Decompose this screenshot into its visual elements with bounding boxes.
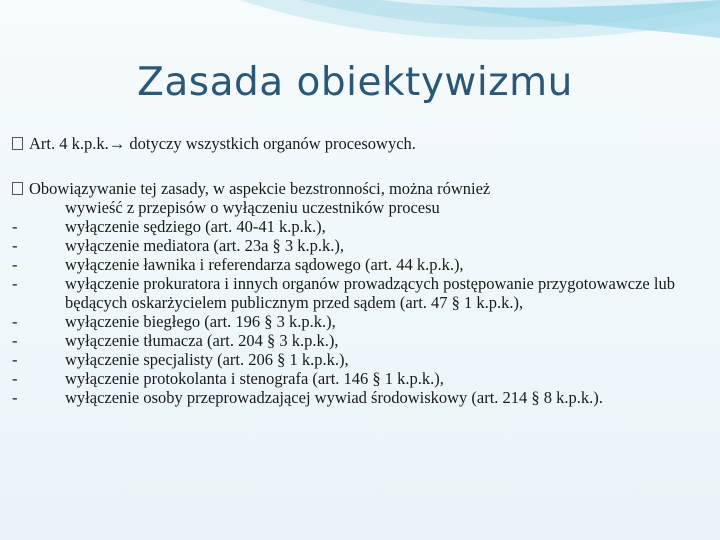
bullet-2 bbox=[12, 179, 702, 198]
bullet-text: Art. 4 k.p.k.→ dotyczy wszystkich organów procesowych. bbox=[29, 134, 416, 153]
list-item bbox=[12, 255, 702, 274]
list-item-text: wyłączenie prokuratora i innych organów prowadzących postępowanie przygotowawcze lub będących oskarżycielem publicznym przed sądem (art. 47 § 1 k.p.k.), bbox=[65, 274, 675, 312]
list-item bbox=[12, 236, 702, 255]
list-item-text: wyłączenie tłumacza (art. 204 § 3 k.p.k.), bbox=[65, 331, 339, 350]
list-item-text: wyłączenie mediatora (art. 23a § 3 k.p.k.), bbox=[65, 236, 345, 255]
bullet-text: Obowiązywanie tej zasady, w aspekcie bezstronności, można również bbox=[29, 179, 491, 198]
square-bullet-icon bbox=[12, 182, 23, 195]
list-item-text: wyłączenie biegłego (art. 196 § 3 k.p.k.), bbox=[65, 312, 336, 331]
list-item bbox=[12, 312, 702, 331]
slide-content bbox=[12, 134, 702, 407]
bullet-continuation: wywieść z przepisów o wyłączeniu uczestników procesu bbox=[65, 198, 440, 217]
dash-marker: - bbox=[12, 350, 18, 369]
list-item bbox=[12, 217, 702, 236]
dash-marker: - bbox=[12, 236, 18, 255]
dash-marker: - bbox=[12, 217, 18, 236]
dash-marker: - bbox=[12, 369, 18, 388]
list-item bbox=[12, 388, 702, 407]
slide-title: Zasada obiektywizmu bbox=[137, 60, 573, 105]
list-item bbox=[12, 369, 702, 388]
square-bullet-icon bbox=[12, 137, 23, 150]
dash-marker: - bbox=[12, 274, 18, 293]
list-item bbox=[12, 274, 702, 312]
list-item-text: wyłączenie specjalisty (art. 206 § 1 k.p.k.), bbox=[65, 350, 349, 369]
list-item-text: wyłączenie ławnika i referendarza sądowego (art. 44 k.p.k.), bbox=[65, 255, 464, 274]
list-item bbox=[12, 331, 702, 350]
dash-marker: - bbox=[12, 331, 18, 350]
list-item bbox=[12, 350, 702, 369]
dash-marker: - bbox=[12, 255, 18, 274]
exclusion-list bbox=[12, 217, 702, 407]
list-item-text: wyłączenie osoby przeprowadzającej wywiad środowiskowy (art. 214 § 8 k.p.k.). bbox=[65, 388, 603, 407]
bullet-1 bbox=[12, 134, 702, 153]
dash-marker: - bbox=[12, 388, 18, 407]
dash-marker: - bbox=[12, 312, 18, 331]
list-item-text: wyłączenie protokolanta i stenografa (art. 146 § 1 k.p.k.), bbox=[65, 369, 444, 388]
list-item-text: wyłączenie sędziego (art. 40-41 k.p.k.), bbox=[65, 217, 326, 236]
